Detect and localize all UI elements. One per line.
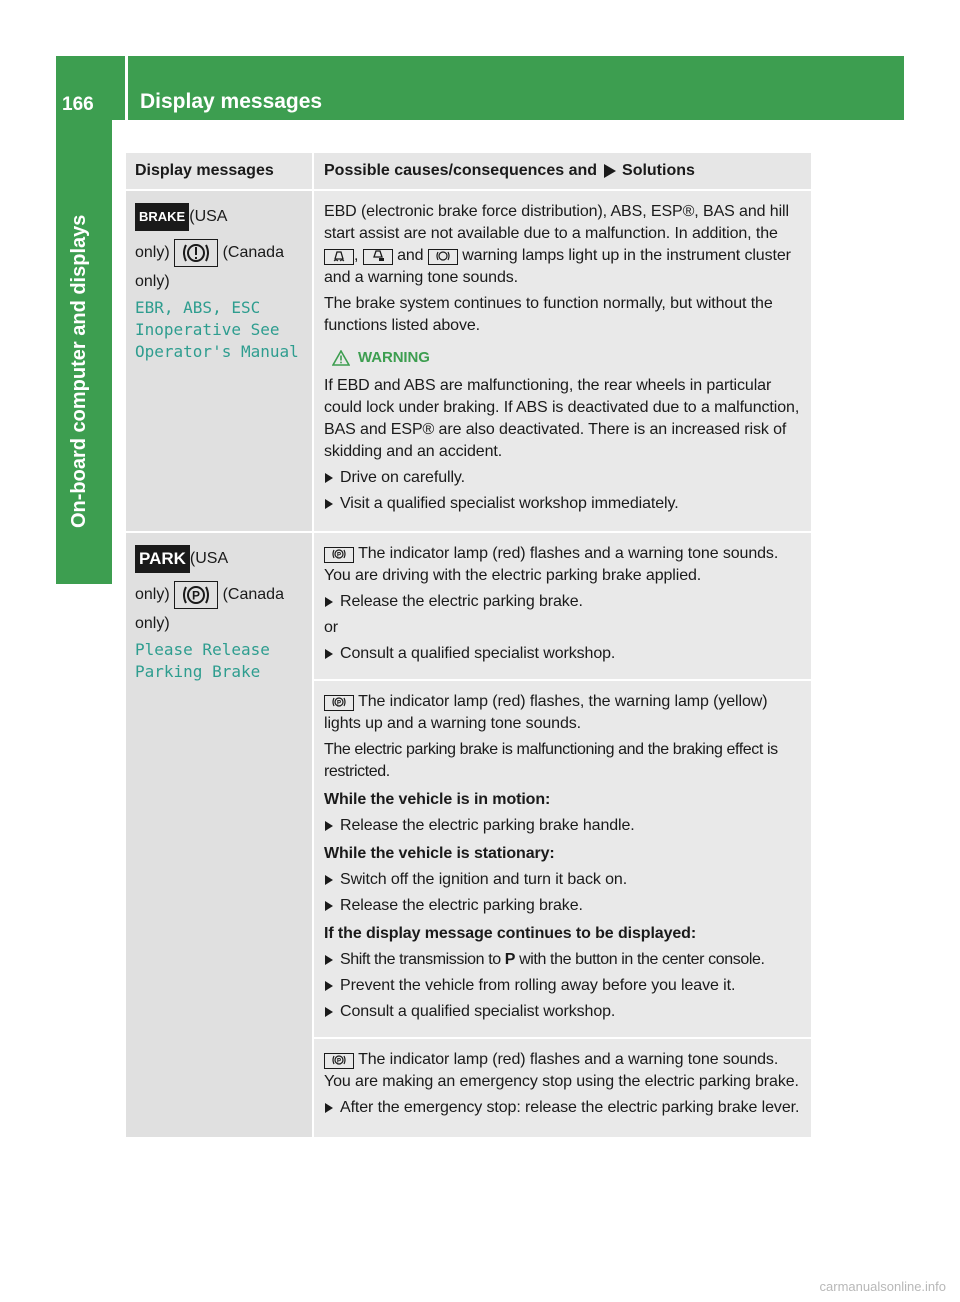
play-arrow-icon [603,164,617,178]
step-text: with the button in the center console. [519,951,765,968]
step-text: Prevent the vehicle from rolling away before you leave it. [340,977,736,994]
step-text: After the emergency stop: release the electric parking brake lever. [340,1099,800,1116]
step-arrow-icon [325,901,333,911]
solution-cell [314,1039,811,1137]
step-arrow-icon [325,981,333,991]
action-step [324,591,804,613]
only-label-2: only) [135,615,170,632]
page-number: 166 [62,94,94,115]
page-title: Display messages [140,90,323,113]
step-arrow-icon [325,821,333,831]
svg-text:P: P [337,700,341,707]
footer-url: carmanualsonline.info [819,1279,946,1294]
cause-text: The indicator lamp (red) flashes, the warning lamp (yellow) lights up and a warning tone sounds. [324,693,768,732]
canada-label: (Canada [222,586,284,604]
step-text: Release the electric parking brake. [340,897,583,914]
or-text: or [324,619,339,636]
only-label: only) [135,244,170,262]
cause-line [324,543,804,587]
chapter-tab-label: On-board computer and displays [68,214,90,528]
action-step [324,643,804,665]
warning-triangle-icon [332,350,350,366]
warning-label: WARNING [358,349,430,366]
solution-cell [314,681,811,1037]
action-step [324,869,804,891]
brake-badge-icon: BRAKE [135,203,189,231]
svg-text:P: P [337,552,341,559]
display-message-cell [126,533,312,1137]
table-row [126,533,811,1137]
step-arrow-icon [325,473,333,483]
action-step [324,1001,804,1023]
header-divider [125,56,128,120]
display-message-cell [126,191,312,531]
esp-icon [324,249,354,265]
gear-p-label: P [504,951,516,968]
parking-brake-icon [174,581,218,609]
action-step [324,975,804,997]
solution-cell [314,533,811,679]
display-message-text: EBR, ABS, ESC Inoperative See Operator's Manual [135,298,299,361]
action-step [324,815,804,837]
table-header [126,153,811,189]
step-text: Visit a qualified specialist workshop immediately. [340,495,679,512]
display-messages-table [126,153,811,1137]
consequence-text: The brake system continues to function normally, but without the functions listed above. [324,295,773,334]
parking-indicator-icon [324,695,354,711]
cause-text: The indicator lamp (red) flashes and a warning tone sounds. You are driving with the electric parking brake applied. [324,545,779,584]
usa-label: (USA [189,550,229,568]
abs-icon [428,249,458,265]
svg-text:P: P [337,1058,341,1065]
step-text: Release the electric parking brake handle. [340,817,635,834]
solution-cell [314,191,811,531]
usa-label: (USA [189,208,228,226]
action-step [324,493,804,515]
esp-off-icon [363,249,393,265]
column-header-solutions [314,153,811,189]
action-step [324,895,804,917]
step-arrow-icon [325,597,333,607]
action-step [324,467,804,489]
cause-text: EBD (electronic brake force distribution), ABS, ESP®, BAS and hill start assist are not available due to a malfunction. In addition, the [324,203,789,242]
step-text: Release the electric parking brake. [340,593,583,610]
condition-heading: While the vehicle is in motion: [324,791,551,808]
action-step [324,949,804,971]
svg-text:P: P [192,588,201,603]
solutions-column [314,533,811,1137]
solutions-column [314,191,811,531]
warning-text: If EBD and ABS are malfunctioning, the rear wheels in particular could lock under braking. If ABS is deactivated due to a malfunction, BAS and ESP® are also deactivated. There is an increased risk of skidding and an accident. [324,377,800,460]
only-label-2: only) [135,273,170,290]
step-arrow-icon [325,1103,333,1113]
step-text: Drive on carefully. [340,469,465,486]
parking-indicator-icon [324,1053,354,1069]
step-arrow-icon [325,955,333,965]
step-text: Switch off the ignition and turn it back on. [340,871,628,888]
condition-heading: If the display message continues to be displayed: [324,925,697,942]
step-text: Consult a qualified specialist workshop. [340,1003,616,1020]
only-label: only) [135,586,170,604]
cause-text: The indicator lamp (red) flashes and a warning tone sounds. You are making an emergency stop using the electric parking brake. [324,1051,799,1090]
step-arrow-icon [325,1007,333,1017]
warning-lamps-line: , and warning lamps light up in the instrument cluster and a warning tone sounds. [324,247,791,286]
step-text: Shift the transmission to [340,951,501,968]
condition-heading: While the vehicle is stationary: [324,845,555,862]
step-arrow-icon [325,499,333,509]
table-row [126,191,811,531]
step-arrow-icon [325,649,333,659]
column-header-prefix: Possible causes/consequences and [324,162,598,179]
column-header-display-messages: Display messages [126,153,312,189]
column-header-suffix: Solutions [622,162,695,179]
park-badge-icon: PARK [135,545,190,573]
parking-indicator-icon [324,547,354,563]
canada-label: (Canada [222,244,284,262]
warning-heading [332,347,804,369]
cause-text-tail: warning lamps light up in the instrument cluster and a warning tone sounds. [324,247,791,286]
step-arrow-icon [325,875,333,885]
cause-line [324,1049,804,1093]
action-step [324,1097,804,1119]
cause-line [324,691,804,735]
brake-warning-icon [174,239,218,267]
step-text: Consult a qualified specialist workshop. [340,645,616,662]
and-text: and [397,247,424,264]
consequence-text: The electric parking brake is malfunctioning and the braking effect is restricted. [324,741,778,780]
display-message-text: Please Release Parking Brake [135,640,270,681]
